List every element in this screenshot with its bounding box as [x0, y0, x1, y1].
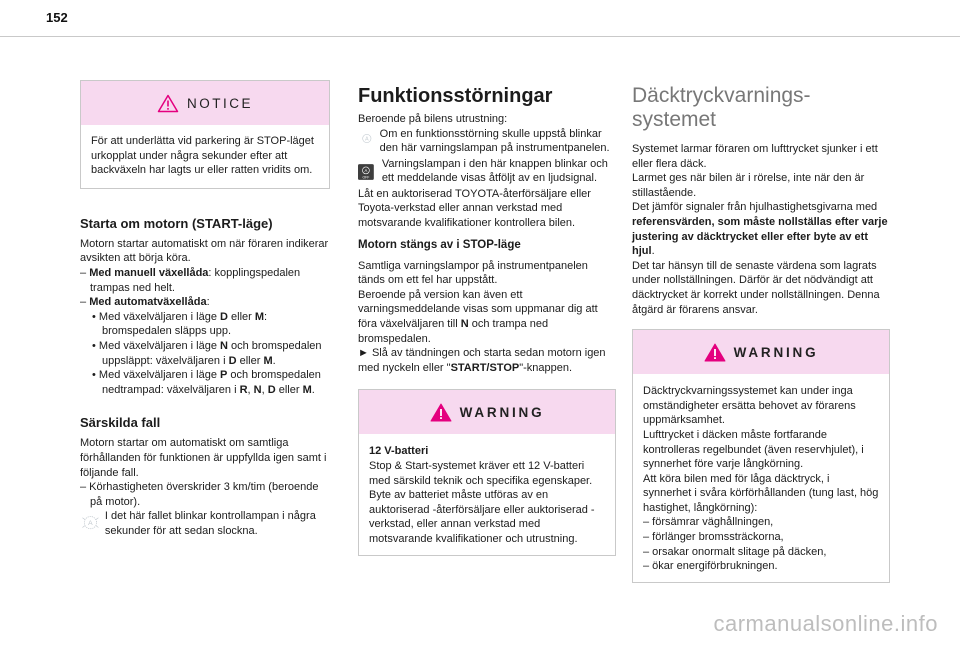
start-bullet-1: • Med växelväljaren i läge D eller M: bromspedalen släpps upp. — [92, 310, 268, 338]
tyre-p3: Det jämför signaler från hjulhastighetsgivarna med referensvärden, som måste nollställas efter varje justering av däcktrycket eller efter byte av ett hjul. — [632, 201, 888, 258]
start-intro: Motorn startar automatiskt om när föraren indikerar avsikten att börja köra. — [80, 237, 329, 265]
svg-text:A: A — [364, 167, 368, 173]
stop-start-auto-icon — [80, 509, 101, 535]
warning-header-battery — [359, 390, 615, 434]
tyre-p1: Systemet larmar föraren om lufttrycket sjunker i ett eller flera däck. — [632, 143, 878, 170]
page-number: 152 — [46, 10, 68, 25]
column-right — [632, 84, 890, 583]
stop-start-warning-icon — [358, 127, 376, 149]
notice-box — [80, 80, 330, 189]
stop-start-button-icon — [358, 157, 374, 187]
warning-tyre-item: – orsakar onormalt slitage på däcken, — [643, 545, 827, 558]
malfunction-icon-row-1 — [358, 127, 616, 156]
tyre-heading-line-1: Däcktryckvarnings- — [632, 84, 811, 107]
warning-body-battery — [359, 434, 615, 555]
start-heading: Starta om motorn (START-läge) — [80, 215, 273, 231]
warning-title-battery: WARNING — [459, 404, 545, 420]
column-left — [80, 78, 330, 538]
malfunction-icon1-text: Om en funktionsstörning skulle uppstå blinkar den här varningslampan på instrumentpanelen. — [379, 127, 610, 155]
stop-subheading: Motorn stängs av i STOP-läge — [358, 238, 521, 251]
special-item-1: – Körhastigheten överskrider 3 km/tim (beroende på motor). — [80, 481, 319, 508]
warning-battery-bold: 12 V-batteri — [369, 445, 429, 458]
notice-header — [81, 81, 329, 125]
warning-triangle-icon — [430, 403, 452, 422]
svg-text:A: A — [88, 520, 93, 528]
warning-box-battery — [358, 389, 616, 556]
special-icon-text: I det här fallet blinkar kontrollampan i några sekunder för att sedan slockna. — [104, 510, 316, 537]
notice-body — [81, 125, 329, 188]
tyre-p4: Det tar hänsyn till de senaste värdena som lagrats under nollställningen. Därför är det nödvändigt att däcktrycket är korrekt under nollställningen. Denna åtgärd är förarens ansvar. — [632, 259, 880, 316]
notice-triangle-icon — [157, 94, 179, 113]
start-bullet-3: • Med växelväljaren i läge P och bromspedalen nedtrampad: växelväljaren i R, N, D eller M. — [92, 369, 321, 396]
special-heading: Särskilda fall — [80, 415, 161, 431]
malfunction-intro: Beroende på bilens utrustning: — [358, 113, 508, 125]
icon-off-label: OFF — [362, 175, 370, 180]
warning-title-tyre: WARNING — [733, 344, 819, 360]
warning-tyre-p3: Att köra bilen med för låga däcktryck, i synnerhet i svåra körförhållanden (tung last, hög hastighet, långkörning): — [643, 472, 879, 514]
warning-tyre-item: – ökar energiförbrukningen. — [643, 560, 778, 573]
malfunction-icon2-text: Varningslampan i den här knappen blinkar och ett meddelande visas åtföljt av en ljudsignal. — [381, 157, 608, 185]
malfunction-icon-row-2 — [358, 157, 616, 187]
malfunction-after: Låt en auktoriserad TOYOTA-återförsäljare eller Toyota-verkstad eller annan verkstad med motsvarande kvalifikationer kontrollera bilen. — [358, 187, 591, 229]
watermark: carmanualsonline.info — [713, 611, 938, 636]
stop-text-1: Samtliga varningslampor på instrumentpanelen tänds om ett fel har uppstått. — [358, 259, 588, 287]
notice-title: NOTICE — [186, 95, 253, 111]
warning-tyre-p2: Lufttrycket i däcken måste fortfarande kontrolleras regelbundet (även reservhjulet), i synnerhet före varje långkörning. — [643, 428, 864, 471]
warning-tyre-item: – försämrar väghållningen, — [643, 516, 774, 529]
warning-battery-text: Stop & Start-systemet kräver ett 12 V-batteri med särskild teknik och specifika egenskaper. Byte av batteriet måste utföras av en auktoriserad -återförsäljare eller auktoriserad -verkstad, eller annan verkstad med motsvarande kvalifikationer och utrustning. — [369, 459, 595, 545]
notice-text: För att underlätta vid parkering är STOP-läget urkopplat under några sekunder efter att backväxeln har lagts ur eller ratten vridits om. — [91, 135, 314, 177]
warning-tyre-item: – förlänger bromssträckorna, — [643, 531, 784, 544]
warning-box-tyre — [632, 329, 890, 583]
special-icon-row — [80, 509, 330, 538]
malfunction-heading: Funktionsstörningar — [358, 85, 553, 107]
stop-text-2: Beroende på version kan även ett varningsmeddelande visas som uppmanar dig att föra växelväljaren till N och trampa ned bromspedalen. — [358, 288, 598, 345]
start-auto: – Med automatväxellåda: — [80, 296, 210, 309]
warning-tyre-p1: Däcktryckvarningssystemet kan under inga omständigheter ersätta behovet av förarens uppmärksamhet. — [643, 385, 856, 427]
column-middle — [358, 84, 616, 556]
tyre-heading-line-2: systemet — [632, 108, 717, 131]
start-bullet-2: • Med växelväljaren i läge N och bromspedalen uppsläppt: växelväljaren i D eller M. — [92, 339, 322, 367]
svg-text:A: A — [365, 136, 369, 143]
special-intro: Motorn startar om automatiskt om samtliga förhållanden för funktionen är uppfyllda igen samt i följande fall. — [80, 437, 327, 479]
tyre-p2: Larmet ges när bilen är i rörelse, inte när den är stillastående. — [632, 172, 865, 199]
warning-header-tyre — [633, 330, 889, 374]
top-rule — [0, 36, 960, 37]
stop-text-3: ► Slå av tändningen och starta sedan motorn igen med nyckeln eller "START/STOP"-knappen. — [358, 347, 606, 374]
warning-triangle-icon — [704, 343, 726, 362]
start-manual: – Med manuell växellåda: kopplingspedalen trampas ned helt. — [80, 266, 301, 294]
warning-body-tyre — [633, 374, 889, 582]
